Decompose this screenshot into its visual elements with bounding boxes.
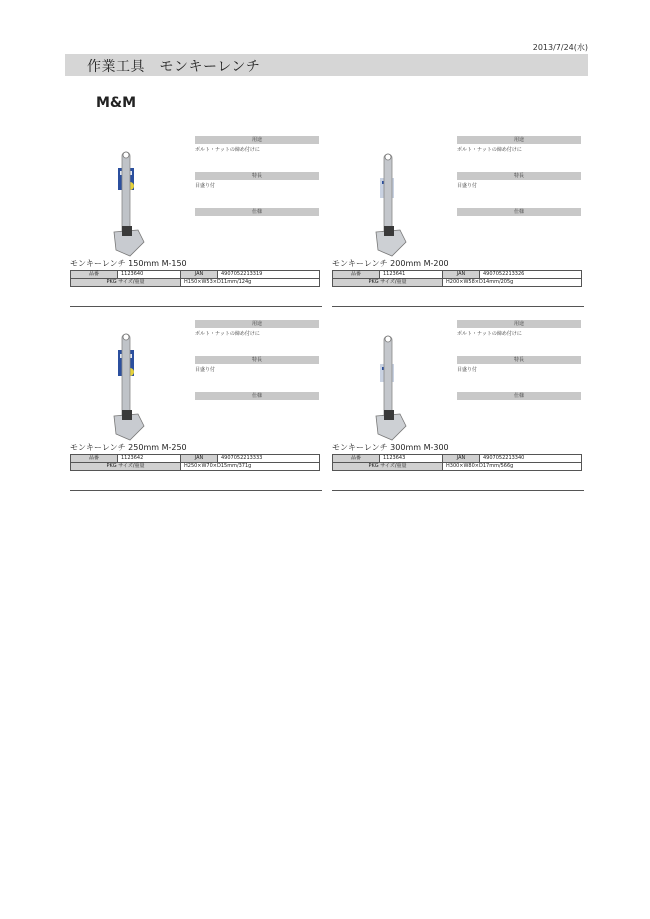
jan-value: 4907052213319 (218, 271, 320, 279)
use-header: 用途 (457, 320, 581, 328)
feature-value: 目盛り付 (195, 367, 216, 373)
product-info-table (332, 270, 582, 287)
pkg-label: PKG サイズ/重量 (71, 463, 181, 471)
use-value: ボルト・ナットの締め付けに (195, 331, 260, 337)
feature-value: 目盛り付 (195, 183, 216, 189)
feature-header: 特長 (195, 172, 319, 180)
product-name: モンキーレンチ 200mm M-200 (332, 259, 449, 268)
product-name: モンキーレンチ 300mm M-300 (332, 443, 449, 452)
use-value: ボルト・ナットの締め付けに (457, 331, 522, 337)
print-date: 2013/7/24(水) (532, 43, 588, 52)
feature-value: 目盛り付 (457, 367, 478, 373)
use-header: 用途 (195, 136, 319, 144)
separator-line (332, 306, 584, 307)
spec-value (195, 216, 319, 244)
jan-label: JAN (181, 271, 218, 279)
use-value: ボルト・ナットの締め付けに (195, 147, 260, 153)
wrench-image (372, 146, 422, 264)
product-card (332, 320, 584, 510)
spec-header: 仕様 (457, 208, 581, 216)
code-label: 品番 (333, 455, 380, 463)
pkg-label: PKG サイズ/重量 (71, 279, 181, 287)
spec-header: 仕様 (457, 392, 581, 400)
pkg-value: H200×W58×D14mm/205g (443, 279, 582, 287)
product-info-table (70, 270, 320, 287)
title-bar (65, 54, 588, 76)
product-card (70, 136, 322, 326)
spec-header: 仕様 (195, 208, 319, 216)
product-card (70, 320, 322, 510)
product-name: モンキーレンチ 150mm M-150 (70, 259, 187, 268)
code-value: 1123640 (118, 271, 181, 279)
feature-header: 特長 (195, 356, 319, 364)
spec-value (195, 400, 319, 428)
jan-label: JAN (443, 271, 480, 279)
wrench-image (110, 146, 160, 264)
jan-value: 4907052213333 (218, 455, 320, 463)
separator-line (70, 306, 322, 307)
use-header: 用途 (195, 320, 319, 328)
product-info-table (70, 454, 320, 471)
spec-value (457, 400, 581, 428)
wrench-image (372, 330, 422, 448)
code-label: 品番 (71, 455, 118, 463)
use-value: ボルト・ナットの締め付けに (457, 147, 522, 153)
code-value: 1123642 (118, 455, 181, 463)
code-value: 1123641 (380, 271, 443, 279)
pkg-value: H250×W70×D15mm/371g (181, 463, 320, 471)
pkg-label: PKG サイズ/重量 (333, 463, 443, 471)
pkg-value: H300×W80×D17mm/566g (443, 463, 582, 471)
product-info-table (332, 454, 582, 471)
use-header: 用途 (457, 136, 581, 144)
pkg-label: PKG サイズ/重量 (333, 279, 443, 287)
feature-value: 目盛り付 (457, 183, 478, 189)
code-label: 品番 (333, 271, 380, 279)
jan-label: JAN (181, 455, 218, 463)
separator-line (70, 490, 322, 491)
code-label: 品番 (71, 271, 118, 279)
feature-header: 特長 (457, 172, 581, 180)
jan-label: JAN (443, 455, 480, 463)
page-title: 作業工具 モンキーレンチ (87, 59, 261, 75)
feature-header: 特長 (457, 356, 581, 364)
code-value: 1123643 (380, 455, 443, 463)
product-name: モンキーレンチ 250mm M-250 (70, 443, 187, 452)
separator-line (332, 490, 584, 491)
spec-value (457, 216, 581, 244)
spec-header: 仕様 (195, 392, 319, 400)
jan-value: 4907052213340 (480, 455, 582, 463)
wrench-image (110, 330, 160, 448)
brand-name: M&M (96, 95, 137, 111)
jan-value: 4907052213326 (480, 271, 582, 279)
pkg-value: H150×W53×D11mm/124g (181, 279, 320, 287)
product-card (332, 136, 584, 326)
